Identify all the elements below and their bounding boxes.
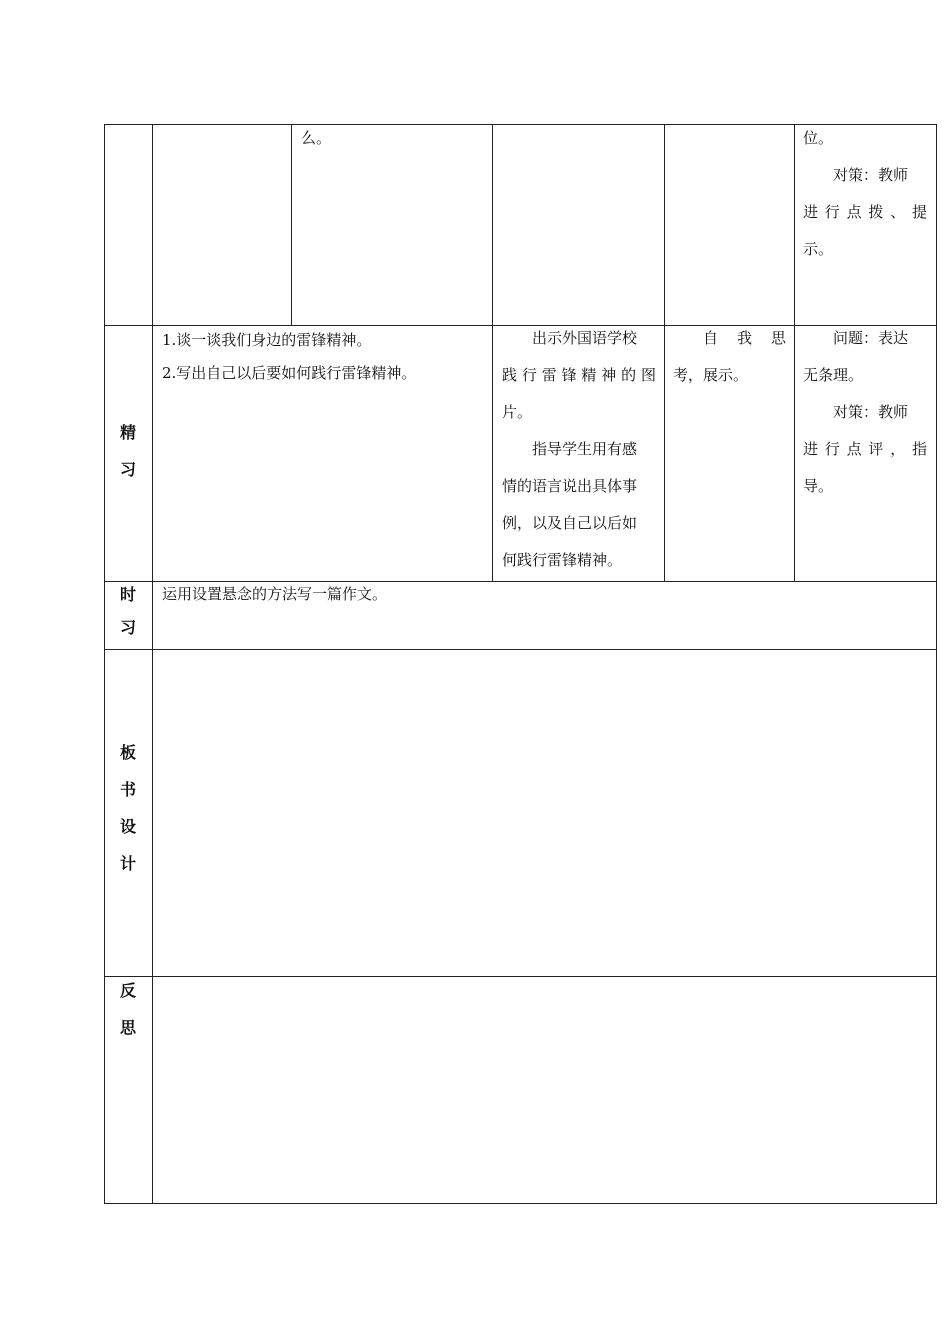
note-line: 导。 xyxy=(803,477,834,495)
row2-note-cell xyxy=(803,320,927,505)
row-label-jingxi: 精 习 xyxy=(119,423,136,479)
row1-note-cell xyxy=(803,120,927,268)
note-line: 位。 xyxy=(803,129,834,147)
practice-content-cell xyxy=(162,324,482,390)
note-line: 对策：教师 xyxy=(833,166,909,184)
homework-text: 运用设置悬念的方法写一篇作文。 xyxy=(162,585,388,603)
teacher-activity-cell xyxy=(502,320,656,579)
lesson-plan-table xyxy=(104,124,937,1204)
teacher-line: 指导学生用有感 xyxy=(532,440,638,458)
table-border-bottom xyxy=(104,1203,937,1204)
label-column-divider xyxy=(152,124,153,1204)
student-line: 考，展示。 xyxy=(673,366,749,384)
row1-content-cell xyxy=(301,120,481,157)
teacher-line: 践行雷锋精神的图 xyxy=(502,366,656,384)
teacher-line: 例，以及自己以后如 xyxy=(502,514,638,532)
row-divider xyxy=(104,649,937,650)
row1-content-text: 么。 xyxy=(301,129,332,147)
teacher-line: 片。 xyxy=(502,403,533,421)
note-line: 进行点评，指 xyxy=(803,440,927,458)
student-activity-cell xyxy=(673,320,786,394)
practice-item: 2.写出自己以后要如何践行雷锋精神。 xyxy=(162,364,417,382)
note-line: 无条理。 xyxy=(803,366,864,384)
note-line: 进行点拨、提 xyxy=(803,203,927,221)
practice-item: 1.谈一谈我们身边的雷锋精神。 xyxy=(162,331,372,349)
row-label-shixi: 时 习 xyxy=(119,585,136,637)
row-divider xyxy=(104,976,937,977)
column-divider xyxy=(492,124,493,582)
teacher-line: 何践行雷锋精神。 xyxy=(502,551,623,569)
note-line: 对策：教师 xyxy=(833,403,909,421)
row-label-reflection: 反 思 xyxy=(119,981,136,1037)
homework-cell xyxy=(162,578,922,611)
student-line: 自我思 xyxy=(703,329,786,347)
note-line: 问题：表达 xyxy=(833,329,909,347)
teacher-line: 出示外国语学校 xyxy=(532,329,638,347)
row-label-board-design: 板 书 设 计 xyxy=(119,743,136,873)
table-border-right xyxy=(936,124,937,1204)
column-divider xyxy=(291,124,292,326)
column-divider xyxy=(664,124,665,582)
teacher-line: 情的语言说出具体事 xyxy=(502,477,638,495)
note-line: 示。 xyxy=(803,240,834,258)
column-divider xyxy=(794,124,795,582)
